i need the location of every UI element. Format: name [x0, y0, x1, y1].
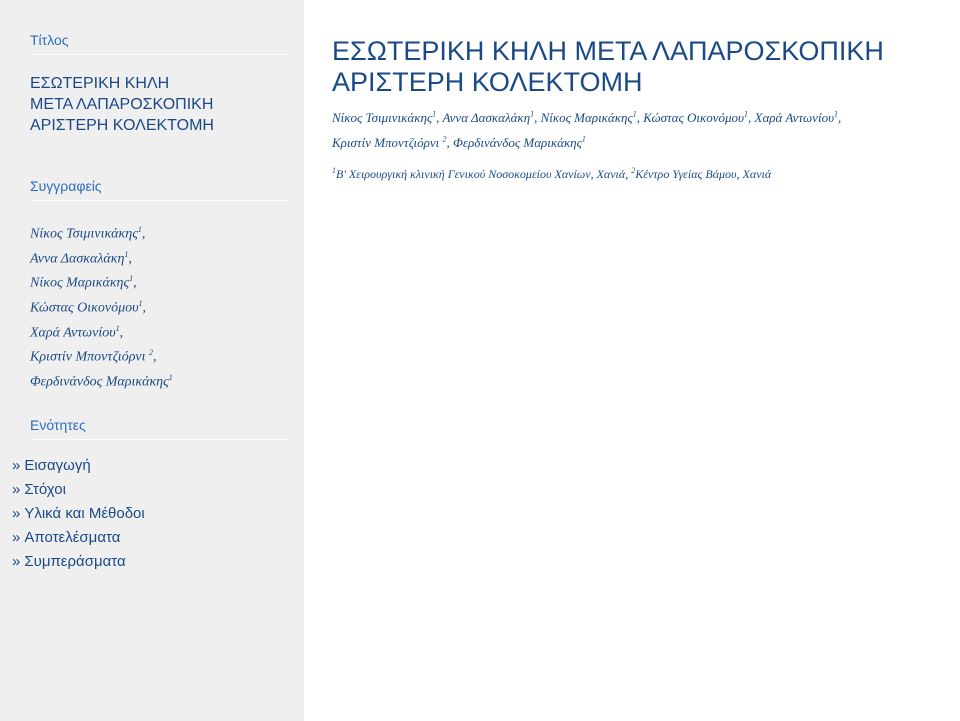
chevron-right-icon: » — [12, 480, 21, 498]
sidebar-title-line: ΑΡΙΣΤΕΡΗ ΚΟΛΕΚΤΟΜΗ — [30, 117, 214, 134]
sidebar-title — [30, 73, 304, 136]
section-link-label: Συμπεράσματα — [24, 552, 126, 570]
affiliation-marker: 1 — [332, 165, 336, 175]
page-title-line: ΕΣΩΤΕΡΙΚΗ ΚΗΛΗ ΜΕΤΑ ΛΑΠΑΡΟΣΚΟΠΙΚΗ — [332, 36, 884, 66]
sidebar-author-list — [30, 220, 304, 393]
page-title-line: ΑΡΙΣΤΕΡΗ ΚΟΛΕΚΤΟΜΗ — [332, 67, 643, 97]
author-name: Νίκος Μαρικάκης$^1$, — [540, 110, 644, 126]
author-name: Αννα Δασκαλάκη$^1$, — [442, 110, 541, 126]
main-content — [332, 36, 942, 182]
author-name: Φερδινάνδος Μαρικάκης$^1$ — [453, 134, 586, 150]
chevron-right-icon: » — [12, 504, 21, 522]
sidebar-section-link[interactable] — [12, 502, 304, 526]
author-line — [332, 104, 942, 128]
sidebar-author: Αννα Δασκαλάκη$^1$, — [30, 249, 132, 267]
author-name: Χαρά Αντωνίου$^1$, — [754, 110, 842, 126]
author-name: Κριστίν Μποντζιόρνι $^2$, — [332, 134, 454, 150]
sidebar-author: Κώστας Οικονόμου$^1$, — [30, 298, 147, 316]
affiliations — [332, 166, 942, 182]
section-link-label: Αποτελέσματα — [24, 528, 121, 546]
author-name: Κώστας Οικονόμου$^1$, — [643, 110, 755, 126]
sidebar-section-link[interactable] — [12, 478, 304, 502]
sidebar-author: Φερδινάνδος Μαρικάκης$^1$ — [30, 372, 173, 390]
affiliation-1: Β' Χειρουργική κλινική Γενικού Νοσοκομείου Χανίων, Χανιά, — [336, 166, 632, 181]
sidebar-title-line: ΕΣΩΤΕΡΙΚΗ ΚΗΛΗ — [30, 75, 170, 92]
page-title — [332, 36, 942, 98]
sidebar-title-line: ΜΕΤΑ ΛΑΠΑΡΟΣΚΟΠΙΚΗ — [30, 96, 214, 113]
chevron-right-icon: » — [12, 456, 21, 474]
author-name: Νίκος Τσιμινικάκης$^1$, — [332, 110, 443, 126]
sidebar-section-link[interactable] — [12, 526, 304, 550]
sidebar — [0, 0, 304, 721]
section-link-label: Εισαγωγή — [24, 456, 91, 474]
sidebar-section-list — [12, 454, 304, 574]
sidebar-author: Χαρά Αντωνίου$^1$, — [30, 323, 124, 341]
sidebar-section-link[interactable] — [12, 454, 304, 478]
chevron-right-icon: » — [12, 528, 21, 546]
sidebar-section-link[interactable] — [12, 550, 304, 574]
sidebar-author: Νίκος Τσιμινικάκης$^1$, — [30, 225, 146, 242]
sections-section-label: Ενότητες — [30, 417, 288, 440]
sidebar-author: Νίκος Μαρικάκης$^1$, — [30, 274, 137, 291]
section-link-label: Στόχοι — [24, 480, 66, 498]
affiliation-marker: 2 — [631, 165, 636, 175]
affiliation-2: Κέντρο Υγείας Βάμου, Χανιά — [635, 166, 772, 181]
section-link-label: Υλικά και Μέθοδοι — [24, 504, 145, 522]
title-section-label: Τίτλος — [30, 32, 288, 55]
authors-section-label: Συγγραφείς — [30, 178, 288, 201]
main-author-list — [332, 104, 942, 153]
chevron-right-icon: » — [12, 552, 21, 570]
sidebar-author: Κριστίν Μποντζιόρνι $^2$, — [30, 348, 157, 365]
author-line — [332, 128, 942, 152]
